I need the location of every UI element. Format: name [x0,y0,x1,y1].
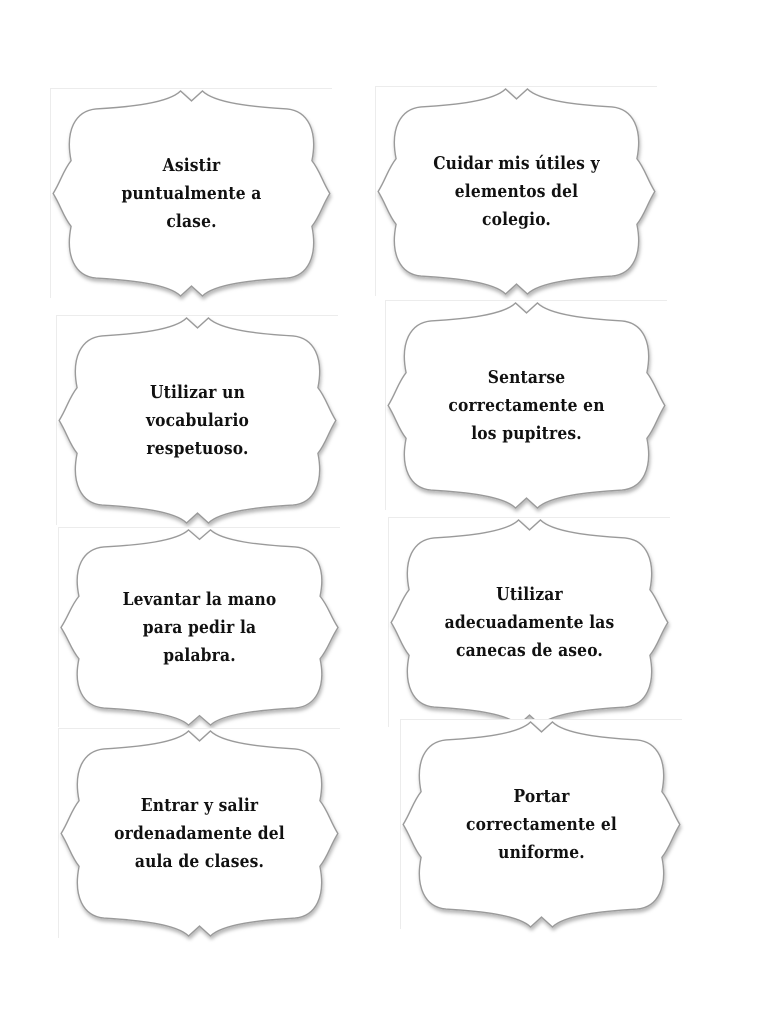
rule-card [388,517,670,727]
rule-text: Cuidar mis útiles y elementos del colegio. [433,152,600,230]
rule-card [56,315,338,525]
rule-card [50,88,332,298]
rule-text: Utilizar un vocabulario respetuoso. [145,381,250,459]
rule-text: Sentarse correctamente en los pupitres. [448,366,605,444]
rule-card [375,86,657,296]
rule-text: Utilizar adecuadamente las canecas de aseo. [444,583,615,661]
rule-card [58,527,340,727]
rule-card [400,719,682,929]
rule-text: Levantar la mano para pedir la palabra. [122,588,277,666]
rule-text: Asistir puntualmente a clase. [121,154,262,232]
rule-text: Portar correctamente el uniforme. [466,785,617,863]
rule-text: Entrar y salir ordenadamente del aula de clases. [114,794,285,872]
rule-card [58,728,340,938]
rule-card [385,300,667,510]
